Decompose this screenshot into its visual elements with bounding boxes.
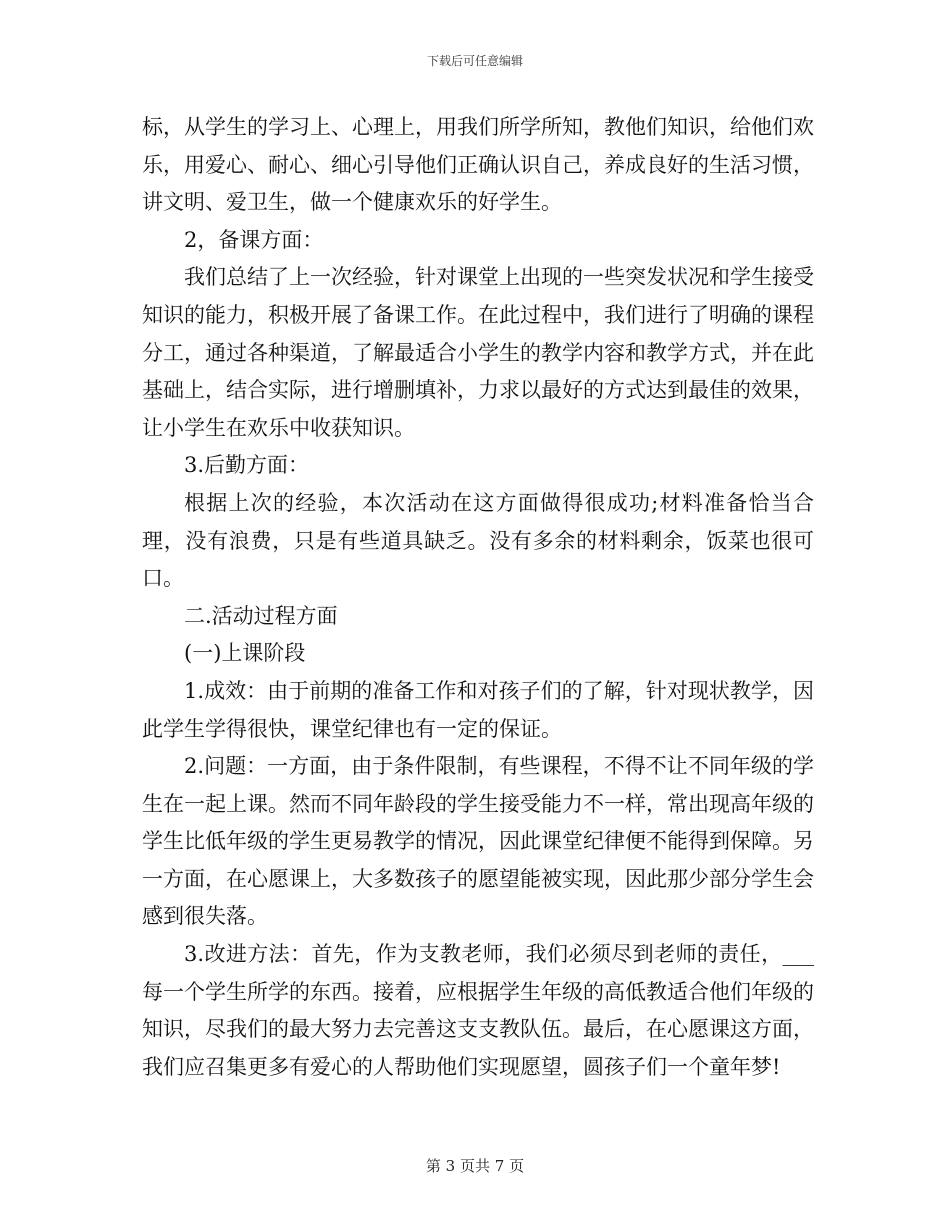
paragraph-improvements: 3.改进方法：首先，作为支教老师，我们必须尽到老师的责任，___每一个学生所学的东西。接着，应根据学生年级的高低教适合他们年级的知识，尽我们的最大努力去完善这支支教队伍。最后，在心愿课这方面，我们应召集更多有爱心的人帮助他们实现愿望，圆孩子们一个童年梦! (142, 942, 814, 1079)
heading-activity-process: 二.活动过程方面 (184, 603, 338, 628)
document-body (142, 109, 814, 1086)
heading-lesson-prep: 2，备课方面： (184, 227, 324, 252)
heading-class-stage: (一)上课阶段 (184, 641, 306, 666)
paragraph-problems: 2.问题：一方面，由于条件限制，有些课程，不得不让不同年级的学生在一起上课。然而不同年龄段的学生接受能力不一样，常出现高年级的学生比低年级的学生更易教学的情况，因此课堂纪律便不能得到保障。另一方面，在心愿课上，大多数孩子的愿望能被实现，因此那少部分学生会感到很失落。 (142, 754, 814, 929)
paragraph-results: 1.成效：由于前期的准备工作和对孩子们的了解，针对现状教学，因此学生学得很快，课堂纪律也有一定的保证。 (142, 678, 814, 741)
paragraph-continuation: 标，从学生的学习上、心理上，用我们所学所知，教他们知识，给他们欢乐，用爱心、耐心、细心引导他们正确认识自己，养成良好的生活习惯，讲文明、爱卫生，做一个健康欢乐的好学生。 (142, 115, 814, 215)
page-number-footer: 第 3 页共 7 页 (425, 1157, 525, 1175)
page-header-note: 下载后可任意编辑 (426, 54, 523, 68)
paragraph-lesson-prep: 我们总结了上一次经验，针对课堂上出现的一些突发状况和学生接受知识的能力，积极开展了备课工作。在此过程中，我们进行了明确的课程分工，通过各种渠道，了解最适合小学生的教学内容和教学方式，并在此基础上，结合实际，进行增删填补，力求以最好的方式达到最佳的效果，让小学生在欢乐中收获知识。 (142, 265, 814, 440)
heading-logistics: 3.后勤方面： (184, 453, 310, 478)
paragraph-logistics: 根据上次的经验，本次活动在这方面做得很成功;材料准备恰当合理，没有浪费，只是有些道具缺乏。没有多余的材料剩余，饭菜也很可口。 (142, 490, 814, 591)
